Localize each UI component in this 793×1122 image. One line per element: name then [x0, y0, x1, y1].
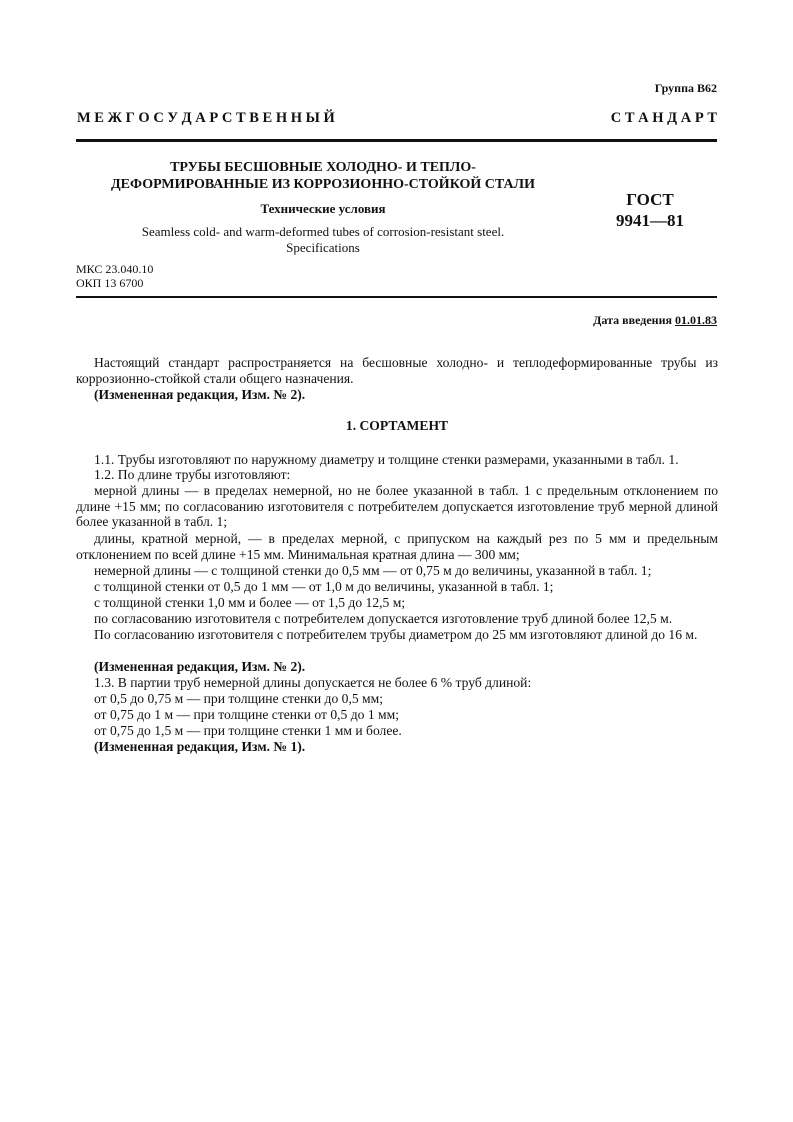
- header-rule: [76, 296, 717, 298]
- english-title-line-1: Seamless cold- and warm-deformed tubes of corrosion-resistant steel.: [141, 224, 505, 239]
- gost-number: [590, 189, 710, 231]
- clause-1-3-item-2: от 0,75 до 1 м — при толщине стенки от 0,5 до 1 мм;: [94, 707, 399, 722]
- clause-1-1: 1.1. Трубы изготовляют по наружному диаметру и толщине стенки размерами, указанными в табл. 1.: [94, 452, 679, 467]
- standard-banner: [77, 110, 717, 127]
- clause-1-2-wall-1: с толщиной стенки 1,0 мм и более — от 1,5 до 12,5 м;: [94, 595, 406, 610]
- clause-1-2-unmeasured: немерной длины — с толщиной стенки до 0,5 мм — от 0,75 м до величины, указанной в табл. 1;: [94, 563, 652, 578]
- date-value: 01.01.83: [675, 313, 717, 327]
- intro-edition-note: (Измененная редакция, Изм. № 2).: [94, 387, 306, 402]
- top-rule: [76, 139, 717, 142]
- intro-paragraph: Настоящий стандарт распространяется на бесшовные холодно- и теплодеформированные трубы из коррозионно-стойкой стали общего назначения.: [76, 355, 718, 386]
- okp-code: ОКП 13 6700: [76, 276, 144, 290]
- banner-right: С Т А Н Д А Р Т: [610, 110, 717, 126]
- edition-note-2: (Измененная редакция, Изм. № 2).: [94, 659, 306, 674]
- english-title: [88, 224, 558, 256]
- clause-1-3-item-3: от 0,75 до 1,5 м — при толщине стенки 1 мм и более.: [94, 723, 402, 738]
- document-subtitle: Технические условия: [260, 201, 386, 216]
- gost-code: 9941—81: [616, 211, 684, 230]
- title-line-1: ТРУБЫ БЕСШОВНЫЕ ХОЛОДНО- И ТЕПЛО-: [170, 160, 476, 175]
- english-title-line-2: Specifications: [286, 240, 360, 255]
- clause-1-3: 1.3. В партии труб немерной длины допускается не более 6 % труб длиной:: [94, 675, 532, 690]
- clause-1-2-measured: мерной длины — в пределах немерной, но не более указанной в табл. 1 с предельным отклонением по длине +15 мм; по согласованию изготовителя с потребителем допускается изготовление труб мерной длиной более указанной в табл. 1;: [76, 483, 718, 529]
- banner-left: М Е Ж Г О С У Д А Р С Т В Е Н Н Ы Й: [77, 110, 335, 126]
- edition-note-1: (Измененная редакция, Изм. № 1).: [94, 739, 306, 754]
- clause-1-2-multiple: длины, кратной мерной, — в пределах мерной, с припуском на каждый рез по 5 мм и предельным отклонением по всей длине +15 мм. Минимальная кратная длина — 300 мм;: [76, 531, 718, 562]
- clause-1-2: 1.2. По длине трубы изготовляют:: [94, 467, 291, 482]
- classification-codes: [76, 262, 153, 290]
- clause-1-2-wall-05-1: с толщиной стенки от 0,5 до 1 мм — от 1,0 м до величины, указанной в табл. 1;: [94, 579, 554, 594]
- gost-label: ГОСТ: [626, 190, 674, 209]
- group-code: Группа В62: [654, 81, 717, 95]
- mks-code: МКС 23.040.10: [76, 262, 154, 276]
- date-label: Дата введения: [593, 313, 672, 327]
- clause-1-2-diameter: По согласованию изготовителя с потребителем трубы диаметром до 25 мм изготовляют длиной до 16 м.: [94, 627, 698, 642]
- document-title: [88, 159, 558, 193]
- title-line-2: ДЕФОРМИРОВАННЫЕ ИЗ КОРРОЗИОННО-СТОЙКОЙ СТАЛИ: [111, 177, 535, 192]
- clause-1-2-agreement: по согласованию изготовителя с потребителем допускается изготовление труб длиной более 12,5 м.: [94, 611, 673, 626]
- effective-date: [593, 313, 717, 328]
- clause-1-3-item-1: от 0,5 до 0,75 м — при толщине стенки до 0,5 мм;: [94, 691, 384, 706]
- section-heading: 1. СОРТАМЕНТ: [345, 418, 449, 433]
